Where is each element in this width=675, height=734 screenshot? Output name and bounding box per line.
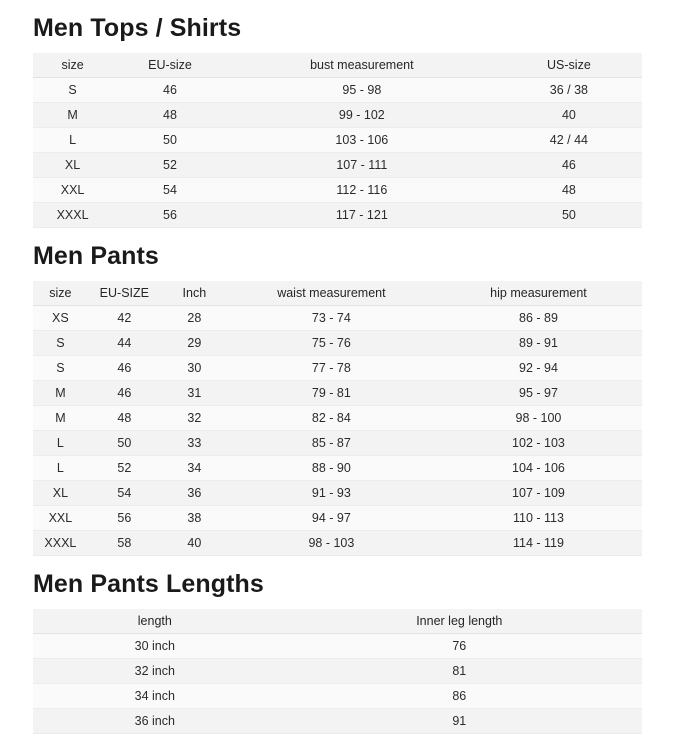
- cell-size: XXL: [33, 178, 112, 203]
- cell-inch: 32: [161, 406, 228, 431]
- table-row: [33, 128, 642, 153]
- column-header-inch: Inch: [161, 281, 228, 306]
- cell-bust-measurement: 112 - 116: [228, 178, 496, 203]
- cell-eu-size: 42: [88, 306, 161, 331]
- cell-bust-measurement: 103 - 106: [228, 128, 496, 153]
- table-row: [33, 406, 642, 431]
- table-header-row: [33, 53, 642, 78]
- table-row: [33, 531, 642, 556]
- table-row: [33, 203, 642, 228]
- cell-size: XS: [33, 306, 88, 331]
- cell-eu-size: 52: [88, 456, 161, 481]
- table-header: [33, 53, 642, 78]
- table-row: [33, 659, 642, 684]
- cell-eu-size: 52: [112, 153, 228, 178]
- table-body: [33, 634, 642, 734]
- cell-us-size: 42 / 44: [496, 128, 642, 153]
- cell-size: XL: [33, 153, 112, 178]
- cell-inch: 31: [161, 381, 228, 406]
- cell-size: S: [33, 78, 112, 103]
- cell-hip-measurement: 92 - 94: [435, 356, 642, 381]
- table-row: [33, 684, 642, 709]
- column-header-eu-size: EU-SIZE: [88, 281, 161, 306]
- column-header-size: size: [33, 53, 112, 78]
- cell-waist-measurement: 82 - 84: [228, 406, 435, 431]
- column-header-size: size: [33, 281, 88, 306]
- table-row: [33, 331, 642, 356]
- column-header-waist-measurement: waist measurement: [228, 281, 435, 306]
- table-row: [33, 78, 642, 103]
- cell-inch: 29: [161, 331, 228, 356]
- table-body: [33, 306, 642, 556]
- size-table-men-pants-lengths: [33, 609, 642, 734]
- cell-size: XXL: [33, 506, 88, 531]
- cell-eu-size: 50: [88, 431, 161, 456]
- cell-eu-size: 56: [112, 203, 228, 228]
- table-row: [33, 506, 642, 531]
- cell-size: S: [33, 356, 88, 381]
- cell-inner-leg-length: 86: [277, 684, 642, 709]
- cell-size: M: [33, 103, 112, 128]
- cell-inner-leg-length: 76: [277, 634, 642, 659]
- cell-bust-measurement: 99 - 102: [228, 103, 496, 128]
- cell-waist-measurement: 75 - 76: [228, 331, 435, 356]
- cell-eu-size: 44: [88, 331, 161, 356]
- cell-inch: 38: [161, 506, 228, 531]
- cell-eu-size: 54: [112, 178, 228, 203]
- cell-size: XXXL: [33, 531, 88, 556]
- cell-us-size: 46: [496, 153, 642, 178]
- cell-size: M: [33, 406, 88, 431]
- cell-hip-measurement: 102 - 103: [435, 431, 642, 456]
- table-header-row: [33, 281, 642, 306]
- table-body: [33, 78, 642, 228]
- section-title-men-pants: Men Pants: [33, 242, 159, 270]
- cell-inch: 28: [161, 306, 228, 331]
- cell-bust-measurement: 117 - 121: [228, 203, 496, 228]
- size-table-men-tops-shirts: [33, 53, 642, 228]
- table-row: [33, 306, 642, 331]
- cell-waist-measurement: 91 - 93: [228, 481, 435, 506]
- cell-eu-size: 46: [88, 381, 161, 406]
- cell-waist-measurement: 77 - 78: [228, 356, 435, 381]
- cell-bust-measurement: 95 - 98: [228, 78, 496, 103]
- column-header-eu-size: EU-size: [112, 53, 228, 78]
- cell-eu-size: 46: [112, 78, 228, 103]
- cell-us-size: 40: [496, 103, 642, 128]
- cell-eu-size: 58: [88, 531, 161, 556]
- cell-length: 36 inch: [33, 709, 277, 734]
- cell-hip-measurement: 98 - 100: [435, 406, 642, 431]
- cell-hip-measurement: 89 - 91: [435, 331, 642, 356]
- table-row: [33, 431, 642, 456]
- cell-eu-size: 48: [112, 103, 228, 128]
- cell-bust-measurement: 107 - 111: [228, 153, 496, 178]
- cell-inner-leg-length: 81: [277, 659, 642, 684]
- cell-waist-measurement: 73 - 74: [228, 306, 435, 331]
- cell-size: L: [33, 456, 88, 481]
- cell-size: L: [33, 128, 112, 153]
- column-header-hip-measurement: hip measurement: [435, 281, 642, 306]
- cell-inch: 34: [161, 456, 228, 481]
- size-table-men-pants: [33, 281, 642, 556]
- table-header-row: [33, 609, 642, 634]
- cell-hip-measurement: 114 - 119: [435, 531, 642, 556]
- cell-inch: 36: [161, 481, 228, 506]
- cell-hip-measurement: 95 - 97: [435, 381, 642, 406]
- cell-waist-measurement: 94 - 97: [228, 506, 435, 531]
- cell-hip-measurement: 110 - 113: [435, 506, 642, 531]
- cell-inner-leg-length: 91: [277, 709, 642, 734]
- table-header: [33, 609, 642, 634]
- cell-eu-size: 46: [88, 356, 161, 381]
- table-row: [33, 381, 642, 406]
- cell-length: 34 inch: [33, 684, 277, 709]
- table-row: [33, 456, 642, 481]
- cell-size: M: [33, 381, 88, 406]
- cell-us-size: 36 / 38: [496, 78, 642, 103]
- cell-waist-measurement: 88 - 90: [228, 456, 435, 481]
- table-row: [33, 356, 642, 381]
- table-row: [33, 178, 642, 203]
- table-row: [33, 634, 642, 659]
- cell-us-size: 48: [496, 178, 642, 203]
- column-header-us-size: US-size: [496, 53, 642, 78]
- table-row: [33, 153, 642, 178]
- table-row: [33, 709, 642, 734]
- table-header: [33, 281, 642, 306]
- section-title-men-tops-shirts: Men Tops / Shirts: [33, 14, 242, 42]
- cell-size: S: [33, 331, 88, 356]
- cell-size: XXXL: [33, 203, 112, 228]
- cell-inch: 30: [161, 356, 228, 381]
- cell-size: XL: [33, 481, 88, 506]
- table-row: [33, 481, 642, 506]
- cell-inch: 40: [161, 531, 228, 556]
- cell-eu-size: 50: [112, 128, 228, 153]
- cell-hip-measurement: 86 - 89: [435, 306, 642, 331]
- cell-us-size: 50: [496, 203, 642, 228]
- column-header-bust-measurement: bust measurement: [228, 53, 496, 78]
- cell-waist-measurement: 85 - 87: [228, 431, 435, 456]
- table-row: [33, 103, 642, 128]
- cell-waist-measurement: 79 - 81: [228, 381, 435, 406]
- cell-waist-measurement: 98 - 103: [228, 531, 435, 556]
- cell-hip-measurement: 107 - 109: [435, 481, 642, 506]
- column-header-length: length: [33, 609, 277, 634]
- cell-inch: 33: [161, 431, 228, 456]
- cell-eu-size: 54: [88, 481, 161, 506]
- column-header-inner-leg-length: Inner leg length: [277, 609, 642, 634]
- cell-eu-size: 48: [88, 406, 161, 431]
- section-title-men-pants-lengths: Men Pants Lengths: [33, 570, 264, 598]
- cell-hip-measurement: 104 - 106: [435, 456, 642, 481]
- cell-length: 32 inch: [33, 659, 277, 684]
- cell-eu-size: 56: [88, 506, 161, 531]
- cell-size: L: [33, 431, 88, 456]
- cell-length: 30 inch: [33, 634, 277, 659]
